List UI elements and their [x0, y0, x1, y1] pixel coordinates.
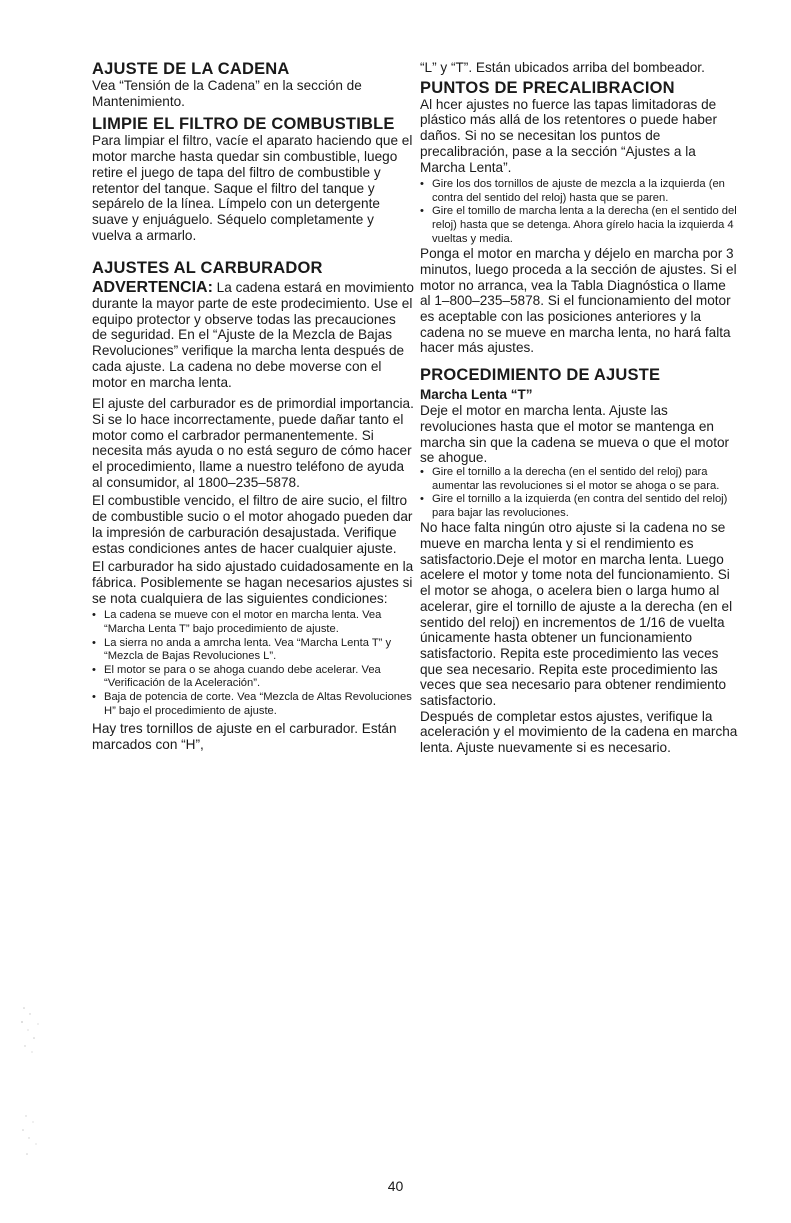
section-title-adjustment-procedure: PROCEDIMIENTO DE AJUSTE: [420, 366, 661, 385]
chain-adjustment-text: Vea “Tensión de la Cadena” en la sección de Mantenimiento.: [92, 78, 362, 109]
warning-label: ADVERTENCIA:: [92, 279, 213, 297]
start-engine-paragraph: Ponga el motor en marcha y déjelo en marcha por 3 minutos, luego proceda a la sección de ajustes. Si el motor no arranca, vea la Tabla Diagnóstica o llame al 1–800–235–5878. Si el funcionamiento del motor es aceptable con las posiciones anteriores y la cadena no se mueve en marcha lenta, no hará falta hacer más ajustes.: [420, 246, 737, 356]
no-further-adjustment-paragraph: No hace falta ningún otro ajuste si la cadena no se mueve en marcha lenta y si el rendimiento es satisfactorio.Deje el motor en marcha lenta. Luego acelere el motor y tome nota del funcionamiento. Si el motor se ahoga, o acelera bien o larga humo al acelerar, gire el tornillo de ajuste a la derecha (en el sentido del reloj) en incrementos de 1/16 de vuelta únicamente hasta obtener un funcionamiento satisfactorio. Repita este procedimiento las veces que sea necesario. Repita este procedimiento las veces que sea necesario para obtener rendimiento satisfactorio.: [420, 520, 733, 709]
section-title-chain-adjustment: AJUSTE DE LA CADENA: [92, 60, 290, 78]
conditions-list: [92, 609, 414, 718]
subsection-title-idle-t: Marcha Lenta “T”: [420, 387, 533, 403]
idle-steps-list: [420, 466, 738, 520]
section-title-carburetor-adjustments: AJUSTES AL CARBURADOR: [92, 259, 323, 278]
section-title-precalibration-points: PUNTOS DE PRECALIBRACION: [420, 78, 675, 97]
scan-noise-mark: [18, 1000, 48, 1060]
list-item: • Gire el tornillo a la izquierda (en contra del sentido del reloj) para bajar las revoluciones.: [420, 493, 738, 520]
precalibration-text: Al hcer ajustes no fuerce las tapas limitadoras de plástico más allá de los retentores o puede haber daños. Si no se necesitan los puntos de precalibración, pase a la sección “Ajustes a la Marcha Lenta”.: [420, 96, 717, 175]
list-item: • El motor se para o se ahoga cuando debe acelerar. Vea “Verificación de la Aceleración”.: [92, 664, 414, 691]
list-item: • Gire el tomillo de marcha lenta a la derecha (en el sentido del reloj) hasta que se detenga. Ahora gírelo hacia la izquierda 4 vueltas y media.: [420, 205, 738, 246]
idle-adjust-paragraph: Deje el motor en marcha lenta. Ajuste las revoluciones hasta que el motor se mantenga en marcha sin que la cadena se mueva o que el motor se ahogue.: [420, 403, 730, 466]
warning-paragraph: [92, 280, 414, 390]
carburetor-importance-paragraph: El ajuste del carburador es de primordial importancia. Si se lo hace incorrectamente, puede dañar tanto el motor como el carbrador permanentemente. Si necesita más ayuda o no está seguro de cómo hacer el procedimiento, llame a nuestro teléfono de ayuda al consumidor, al 1800–235–5878.: [92, 396, 414, 490]
stale-fuel-paragraph: El combustible vencido, el filtro de aire sucio, el filtro de combustible sucio o el motor ahogado pueden dar la impresión de carburación desajustada. Verifique estas condiciones antes de hacer cualquier ajuste.: [92, 493, 413, 556]
warning-text: La cadena estará en movimiento durante la mayor parte de este prodecimiento. Use el equipo protector y observe todas las precauciones de seguridad. En el “Ajuste de la Mezcla de Bajas Revoluciones” verifique la marcha lenta después de cada ajuste. La cadena no debe moverse con el motor en marcha lenta.: [92, 280, 414, 390]
left-column: [92, 60, 414, 753]
page-number: 40: [387, 1178, 404, 1194]
list-item: • Gire los dos tornillos de ajuste de mezcla a la izquierda (en contra del sentido del reloj) hasta que se paren.: [420, 178, 738, 205]
scan-noise-mark: [18, 1110, 48, 1170]
list-item: • La cadena se mueve con el motor en marcha lenta. Vea “Marcha Lenta T” bajo procedimiento de ajuste.: [92, 609, 414, 636]
factory-adjusted-paragraph: El carburador ha sido ajustado cuidadosamente en la fábrica. Posiblemente se hagan necesarios ajustes si se nota cualquiera de las siguientes condiciones:: [92, 559, 414, 606]
list-item: • La sierra no anda a amrcha lenta. Vea “Marcha Lenta T” y “Mezcla de Bajas Revoluciones L”.: [92, 637, 414, 664]
screws-location-continuation: “L” y “T”. Están ubicados arriba del bombeador.: [420, 60, 705, 75]
clean-fuel-filter-text: Para limpiar el filtro, vacíe el aparato haciendo que el motor marche hasta quedar sin combustible, luego retire el juego de tapa del filtro de combustible y retentor del tanque. Saque el filtro del tanque y sepárelo de la línea. Límpelo con un detergente suave y enjuáguelo. Séquelo completamente y vuelva a armarlo.: [92, 133, 413, 243]
list-item: • Baja de potencia de corte. Vea “Mezcla de Altas Revoluciones H” bajo el procedimiento de ajuste.: [92, 691, 414, 718]
right-column: [420, 60, 738, 756]
precalibration-steps-list: [420, 178, 738, 246]
section-title-clean-fuel-filter: LIMPIE EL FILTRO DE COMBUSTIBLE: [92, 115, 395, 134]
adjustment-screws-paragraph: Hay tres tornillos de ajuste en el carburador. Están marcados con “H”,: [92, 721, 397, 752]
list-item: • Gire el tornillo a la derecha (en el sentido del reloj) para aumentar las revoluciones si el motor se ahoga o se para.: [420, 466, 738, 493]
after-adjustments-paragraph: Después de completar estos ajustes, verifique la aceleración y el movimiento de la cadena en marcha lenta. Ajuste nuevamente si es necesario.: [420, 708, 738, 756]
